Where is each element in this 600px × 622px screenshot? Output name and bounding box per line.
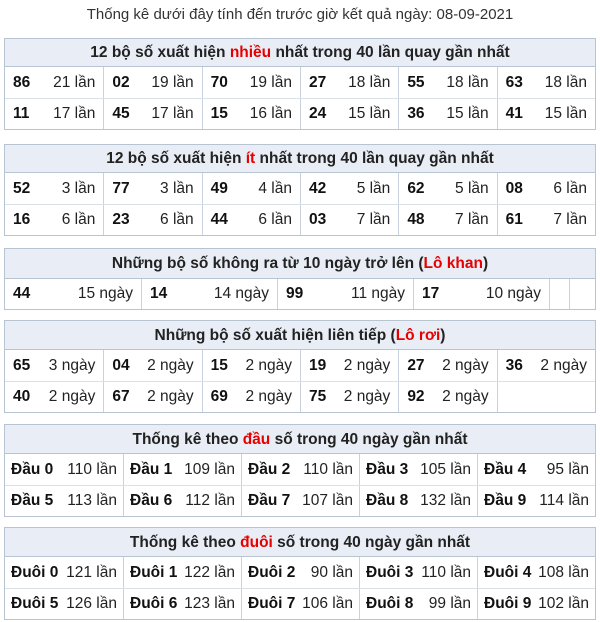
most-frequent-title: 12 bộ số xuất hiện nhiều nhất trong 40 lần quay gần nhất: [5, 39, 595, 67]
most-number: 55: [407, 73, 425, 91]
duoi-cell: [359, 557, 477, 588]
dau-count: 95 lần: [546, 460, 589, 478]
roi-cell: [398, 382, 496, 412]
least-count: 4 lần: [258, 179, 292, 197]
most-cell: [202, 99, 300, 129]
khan-cell: [5, 279, 141, 309]
roi-cell: [202, 350, 300, 381]
dau-cell: [477, 486, 595, 516]
duoi-number: Đuôi 1: [130, 563, 178, 581]
duoi-stats-table: [4, 527, 596, 620]
duoi-number: Đuôi 4: [484, 563, 532, 581]
roi-number: 27: [407, 356, 425, 374]
roi-number: 40: [13, 388, 31, 405]
least-cell: [5, 173, 103, 204]
duoi-cell: [359, 589, 477, 619]
least-count: 6 lần: [553, 179, 587, 197]
most-cell: [202, 67, 300, 98]
most-cell: [103, 67, 201, 98]
most-number: 36: [407, 105, 425, 122]
dau-number: Đầu 5: [11, 492, 54, 509]
most-frequent-table: [4, 38, 596, 130]
dau-cell: [5, 454, 123, 485]
roi-count: 2 ngày: [245, 388, 292, 405]
most-cell: [497, 99, 595, 129]
duoi-cell: [123, 557, 241, 588]
roi-count: 2 ngày: [540, 356, 587, 374]
most-count: 15 lần: [446, 105, 489, 122]
khan-count: 11 ngày: [350, 285, 405, 302]
roi-cell: [103, 350, 201, 381]
roi-cell: [103, 382, 201, 412]
duoi-count: 110 lần: [421, 563, 471, 581]
least-cell: [202, 205, 300, 235]
roi-cell: [497, 350, 595, 381]
least-frequent-rows: [5, 173, 595, 235]
dau-cell: [241, 486, 359, 516]
roi-cell: [497, 382, 595, 412]
roi-cell: [300, 382, 398, 412]
lo-roi-rows: [5, 350, 595, 412]
most-count: 19 lần: [151, 73, 194, 91]
most-number: 02: [112, 73, 130, 91]
most-count: 18 lần: [544, 73, 587, 91]
least-count: 3 lần: [160, 179, 194, 197]
duoi-row: [5, 557, 595, 588]
dau-number: Đầu 3: [366, 460, 409, 478]
roi-cell: [202, 382, 300, 412]
duoi-count: 108 lần: [538, 563, 589, 581]
most-cell: [5, 67, 103, 98]
duoi-count: 123 lần: [184, 595, 235, 612]
duoi-number: Đuôi 9: [484, 595, 532, 612]
dau-count: 107 lần: [302, 492, 353, 509]
most-number: 45: [112, 105, 130, 122]
least-count: 7 lần: [553, 211, 587, 228]
roi-number: 36: [505, 356, 523, 374]
dau-number: Đầu 8: [366, 492, 409, 509]
most-number: 27: [308, 73, 327, 91]
dau-count: 114 lần: [539, 492, 589, 509]
least-row: [5, 204, 595, 235]
lo-roi-table: [4, 320, 596, 413]
khan-number: 17: [422, 285, 440, 302]
most-number: 70: [210, 73, 228, 91]
khan-cell: [569, 279, 593, 309]
dau-count: 110 lần: [303, 460, 353, 478]
most-cell: [497, 67, 595, 98]
dau-cell: [5, 486, 123, 516]
most-cell: [398, 67, 496, 98]
roi-count: 2 ngày: [343, 388, 391, 405]
most-cell: [5, 99, 103, 129]
dau-cell: [477, 454, 595, 485]
roi-number: 04: [112, 356, 130, 374]
khan-number: 44: [13, 285, 31, 302]
dau-number: Đầu 6: [130, 492, 173, 509]
duoi-count: 99 lần: [428, 595, 471, 612]
duoi-count: 122 lần: [184, 563, 235, 581]
least-number: 49: [210, 179, 228, 197]
roi-cell: [5, 350, 103, 381]
roi-count: 2 ngày: [442, 388, 489, 405]
dau-stats-table: [4, 424, 596, 517]
duoi-number: Đuôi 3: [366, 563, 414, 581]
least-cell: [398, 173, 496, 204]
khan-cell: [141, 279, 277, 309]
duoi-count: 102 lần: [538, 595, 589, 612]
roi-number: 92: [407, 388, 425, 405]
duoi-number: Đuôi 5: [11, 595, 59, 612]
most-cell: [398, 99, 496, 129]
most-row: [5, 98, 595, 129]
khan-count: 14 ngày: [213, 285, 269, 302]
most-count: 16 lần: [249, 105, 292, 122]
least-cell: [300, 205, 398, 235]
roi-count: 2 ngày: [343, 356, 391, 374]
least-cell: [398, 205, 496, 235]
roi-number: 67: [112, 388, 130, 405]
most-count: 17 lần: [151, 105, 194, 122]
least-count: 7 lần: [455, 211, 489, 228]
least-count: 6 lần: [258, 211, 292, 228]
stats-caption: Thống kê dưới đây tính đến trước giờ kết quả ngày: 08-09-2021: [86, 6, 514, 23]
most-number: 11: [13, 105, 30, 122]
duoi-cell: [477, 589, 595, 619]
lo-khan-table: [4, 248, 596, 310]
duoi-count: 90 lần: [310, 563, 353, 581]
roi-number: 65: [13, 356, 31, 374]
most-count: 21 lần: [53, 73, 96, 91]
duoi-number: Đuôi 8: [366, 595, 414, 612]
roi-count: 2 ngày: [442, 356, 489, 374]
roi-count: 2 ngày: [48, 388, 96, 405]
dau-number: Đầu 7: [248, 492, 291, 509]
most-cell: [103, 99, 201, 129]
lo-roi-title: Những bộ số xuất hiện liên tiếp (Lô rơi): [5, 321, 595, 350]
most-count: 18 lần: [348, 73, 391, 91]
roi-number: 75: [308, 388, 327, 405]
least-cell: [300, 173, 398, 204]
most-count: 18 lần: [446, 73, 489, 91]
dau-cell: [123, 486, 241, 516]
dau-cell: [359, 454, 477, 485]
duoi-cell: [477, 557, 595, 588]
least-cell: [497, 205, 595, 235]
dau-cell: [359, 486, 477, 516]
dau-count: 132 lần: [420, 492, 471, 509]
most-number: 41: [505, 105, 523, 122]
least-cell: [103, 205, 201, 235]
duoi-stats-rows: [5, 557, 595, 619]
least-number: 77: [112, 179, 130, 197]
roi-cell: [5, 382, 103, 412]
dau-number: Đầu 1: [130, 460, 173, 478]
khan-cell: [549, 279, 569, 309]
most-number: 86: [13, 73, 31, 91]
duoi-cell: [241, 589, 359, 619]
duoi-number: Đuôi 2: [248, 563, 296, 581]
dau-count: 109 lần: [184, 460, 235, 478]
khan-number: 99: [286, 285, 304, 302]
dau-stats-rows: [5, 454, 595, 516]
khan-row: [5, 279, 595, 309]
most-count: 19 lần: [249, 73, 292, 91]
duoi-cell: [5, 557, 123, 588]
least-cell: [5, 205, 103, 235]
roi-count: 2 ngày: [245, 356, 292, 374]
least-number: 08: [505, 179, 523, 197]
most-count: 15 lần: [348, 105, 391, 122]
duoi-number: Đuôi 7: [248, 595, 296, 612]
roi-cell: [300, 350, 398, 381]
least-count: 3 lần: [61, 179, 96, 197]
most-number: 15: [210, 105, 228, 122]
dau-number: Đầu 4: [484, 460, 527, 478]
most-number: 24: [308, 105, 327, 122]
duoi-row: [5, 588, 595, 619]
least-number: 44: [210, 211, 228, 228]
dau-number: Đầu 0: [11, 460, 54, 478]
roi-cell: [398, 350, 496, 381]
least-count: 5 lần: [356, 179, 391, 197]
duoi-cell: [5, 589, 123, 619]
dau-cell: [123, 454, 241, 485]
dau-cell: [241, 454, 359, 485]
duoi-cell: [123, 589, 241, 619]
duoi-stats-title: Thống kê theo đuôi số trong 40 ngày gần nhất: [5, 528, 595, 557]
khan-cell: [413, 279, 549, 309]
lo-khan-title: Những bộ số không ra từ 10 ngày trở lên (Lô khan): [5, 249, 595, 279]
roi-count: 3 ngày: [48, 356, 96, 374]
most-cell: [300, 99, 398, 129]
least-number: 52: [13, 179, 31, 197]
least-cell: [497, 173, 595, 204]
least-number: 23: [112, 211, 130, 228]
least-frequent-title: 12 bộ số xuất hiện ít nhất trong 40 lần quay gần nhất: [5, 145, 595, 173]
dau-number: Đầu 9: [484, 492, 527, 509]
roi-row: [5, 350, 595, 381]
most-cell: [300, 67, 398, 98]
roi-count: 2 ngày: [147, 356, 194, 374]
most-frequent-rows: [5, 67, 595, 129]
least-count: 5 lần: [455, 179, 489, 197]
least-number: 62: [407, 179, 425, 197]
duoi-number: Đuôi 0: [11, 563, 59, 581]
khan-count: 10 ngày: [485, 285, 541, 302]
dau-count: 105 lần: [420, 460, 471, 478]
duoi-count: 121 lần: [66, 563, 117, 581]
least-count: 6 lần: [160, 211, 194, 228]
lo-khan-rows: [5, 279, 595, 309]
roi-number: 15: [210, 356, 228, 374]
most-count: 17 lần: [53, 105, 96, 122]
dau-count: 112 lần: [185, 492, 235, 509]
least-number: 42: [308, 179, 327, 197]
least-frequent-table: [4, 144, 596, 236]
khan-count: 15 ngày: [77, 285, 133, 302]
khan-cell: [277, 279, 413, 309]
least-row: [5, 173, 595, 204]
dau-row: [5, 485, 595, 516]
most-number: 63: [505, 73, 523, 91]
dau-count: 110 lần: [67, 460, 117, 478]
least-number: 48: [407, 211, 425, 228]
dau-row: [5, 454, 595, 485]
duoi-number: Đuôi 6: [130, 595, 178, 612]
least-number: 61: [505, 211, 523, 228]
duoi-count: 126 lần: [66, 595, 117, 612]
dau-count: 113 lần: [67, 492, 117, 509]
least-cell: [202, 173, 300, 204]
most-row: [5, 67, 595, 98]
khan-number: 14: [150, 285, 168, 302]
duoi-count: 106 lần: [302, 595, 353, 612]
roi-number: 19: [308, 356, 327, 374]
least-cell: [103, 173, 201, 204]
duoi-cell: [241, 557, 359, 588]
roi-count: 2 ngày: [147, 388, 194, 405]
dau-stats-title: Thống kê theo đầu số trong 40 ngày gần nhất: [5, 425, 595, 454]
least-count: 6 lần: [61, 211, 96, 228]
roi-number: 69: [210, 388, 228, 405]
least-number: 03: [308, 211, 327, 228]
least-count: 7 lần: [356, 211, 391, 228]
roi-row: [5, 381, 595, 412]
dau-number: Đầu 2: [248, 460, 291, 478]
most-count: 15 lần: [544, 105, 587, 122]
least-number: 16: [13, 211, 31, 228]
